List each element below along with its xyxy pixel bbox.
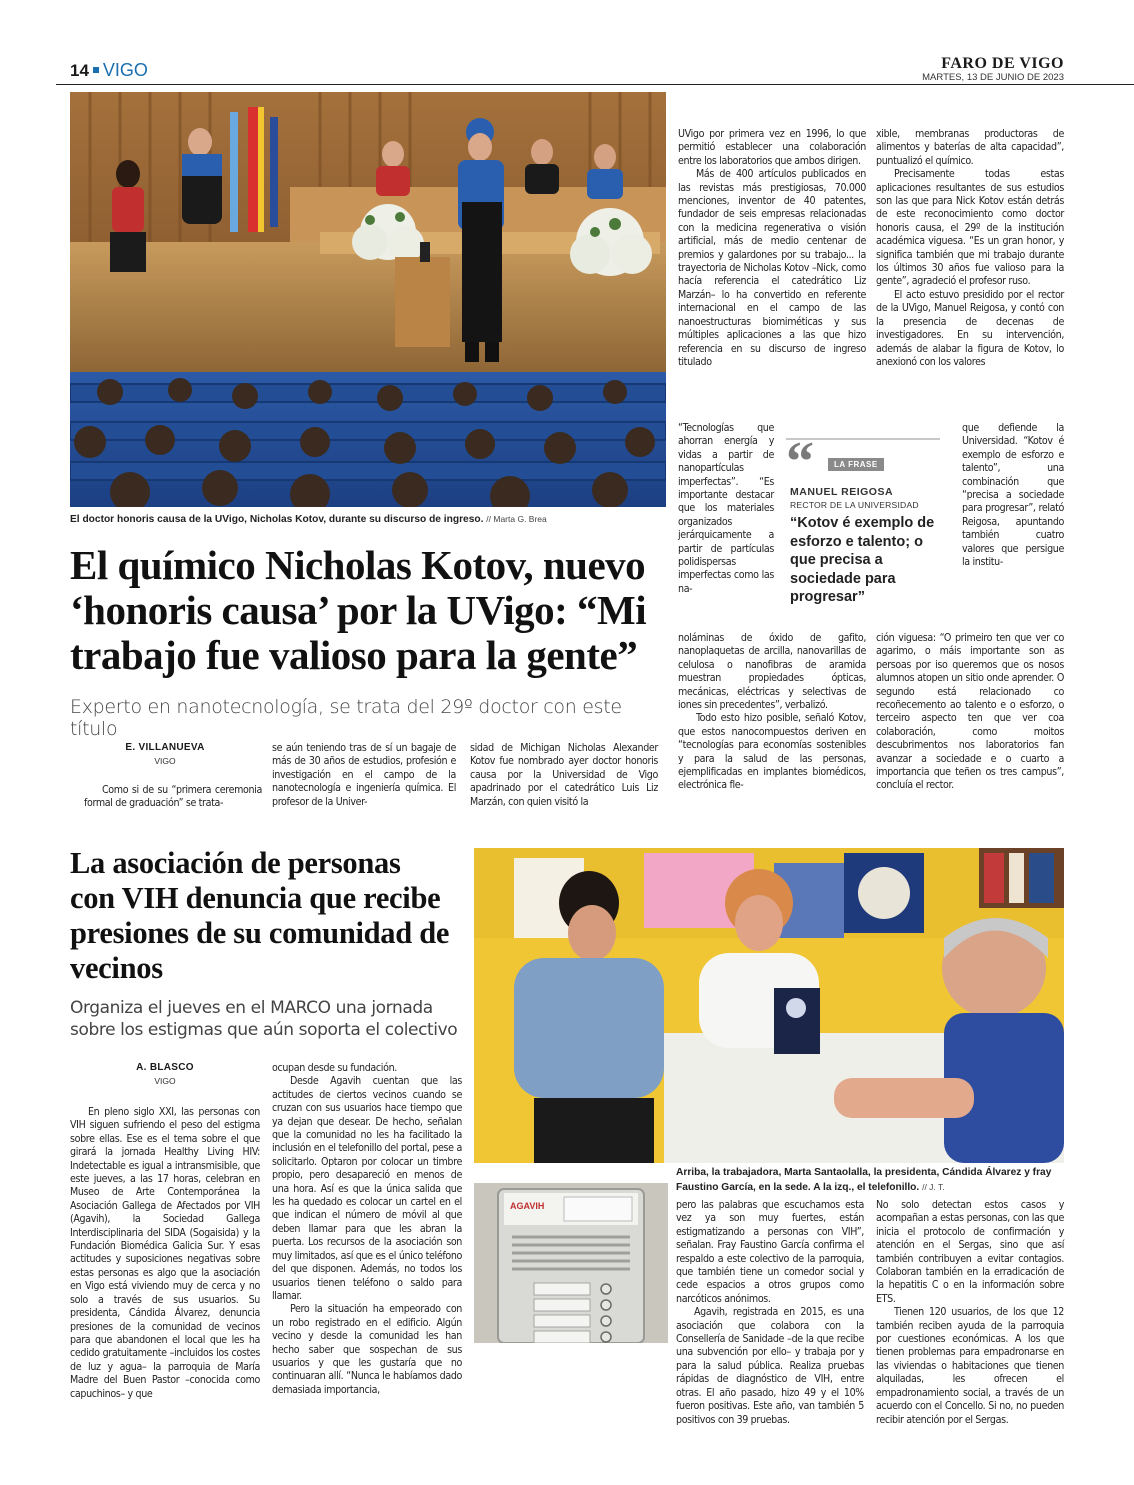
- article1-col5-narrow-text: que defiende la Universidad. “Kotov é exemplo de esforzo e talento”, una combinación que “precisa a sociedade para progresar”, relató Reigosa, apuntando también cuatro valores que persigue la institu-: [962, 422, 1064, 569]
- quote-name: MANUEL REIGOSA: [790, 486, 894, 498]
- quote-role: RECTOR DE LA UNIVERSIDAD: [790, 500, 919, 510]
- intercom-photo: [474, 1183, 668, 1343]
- caption2-text: Arriba, la trabajadora, Marta Santaolalla, la presidenta, Cándida Álvarez y fray Faustino García, en la sede. A la izq., el telefonillo.: [676, 1167, 1052, 1193]
- article1-col5: [876, 128, 1064, 369]
- folio-square-icon: [93, 67, 99, 73]
- photo-credit: // Marta G. Brea: [486, 514, 547, 524]
- ceremony-photo-caption: [70, 512, 670, 527]
- section-name: VIGO: [102, 60, 148, 80]
- article1-col2-text: se aún teniendo tras de sí un bagaje de más de 30 años de estudios, profesión e investigación en el campo de la nanotecnología e ingeniería química. El profesor de la Univer-: [272, 742, 456, 808]
- article2-col4-p1: No solo detectan estos casos y acompañan a estas personas, con las que inicia el protocolo de confirmación y atención en el Sergas, sino que así también contribuyen a evitar contagios. Colaboran también en la erradicación de la hepatitis C o en la información sobre ETS.: [876, 1199, 1064, 1305]
- article1-headline: El químico Nicholas Kotov, nuevo ‘honoris causa’ por la UVigo: “Mi trabajo fue valioso para la gente”: [70, 542, 647, 678]
- article1-col4-narrow: [678, 422, 774, 596]
- quote-text: “Kotov é exemplo de esforzo e talento; o que precisa a sociedade para progresar”: [790, 515, 935, 605]
- article2-byplace: VIGO: [154, 1076, 176, 1086]
- article1-col2: [272, 742, 456, 809]
- article1-byline-block: [70, 742, 260, 766]
- dateline: MARTES, 13 DE JUNIO DE 2023: [922, 72, 1064, 83]
- article2-col2-p2: Desde Agavih cuentan que las actitudes de ciertos vecinos cuando se cruzan con sus usuarios hace tiempo que ya dejan que desear. De hecho, señalan que la comunidad no les ha facilitado la inclusión en el telefonillo del portal, pese a solicitarlo. Optaron por colocar un timbre propio, pero desapareció en menos de una hora. Así es que la única salida que les ha quedado es colocar un cartel en el que indican el número de móvil al que deben llamar para que les abran la puerta. Los recursos de la asociación son muy limitados, así que es el único teléfono del que disponen. Además, no todos los usuarios tienen teléfono o saldo para llamar.: [272, 1075, 462, 1302]
- caption-text: El doctor honoris causa de la UVigo, Nicholas Kotov, durante su discurso de ingreso.: [70, 514, 484, 525]
- pull-quote: [786, 431, 940, 618]
- association-photo-image: [474, 848, 1064, 1163]
- article1-col5-narrow: [962, 422, 1064, 569]
- article1-col1: [84, 784, 262, 811]
- quote-label: LA FRASE: [828, 458, 884, 471]
- page-number: 14: [70, 61, 89, 80]
- article1-col5-p3: El acto estuvo presidido por el rector de la UVigo, Manuel Reigosa, y contó con la presencia de decenas de investigadores. En su intervención, además de alabar la figura de Kotov, lo anexionó con los valores: [876, 288, 1064, 368]
- article2-col1-text: En pleno siglo XXI, las personas con VIH siguen sufriendo el peso del estigma sobre ellas. Ese es el tema sobre el que girará la jornada Healthy Living HIV: Indetectable es igual a intransmisible, que este jueves, a las 17 horas, celebran en Museo de Arte Contemporánea la Asociación Gallega de Afectados por VIH (Agavih), la Sociedad Gallega Interdisciplinaria del SIDA (Sogaisida) y la Fundación Biomédica Galicia Sur. Y esas actitudes y suposiciones negativas sobre estas personas es algo que la asociación en Vigo está viviendo muy de cerca y no solo a través de sus usuarios. Su presidenta, Cándida Álvarez, denuncia presiones de la comunidad de vecinos para que abandonen el local que les ha cedido gratuitamente –incluidos los costes de luz y agua– la parroquia de María Madre del Buen Pastor –conocida como capuchinos– y que: [70, 1106, 260, 1400]
- article1-col4-narrow-text: “Tecnologías que ahorran energía y vidas a partir de nanopartículas imperfectas”. “Es importante destacar que los materiales organizados jerárquicamente a partir de partículas polidispersas imperfectas como las na-: [678, 422, 774, 595]
- article1-col4-p3: noláminas de óxido de gafito, nanoplaquetas de arcilla, nanovarillas de celulosa o nanofibras de aramida muestran propiedades ópticas, mecánicas, eléctricas y selectivas de iones sin precedentes”, verbalizó.: [678, 632, 866, 712]
- article2-byline: A. BLASCO: [136, 1062, 194, 1073]
- association-photo: [474, 848, 1064, 1163]
- header-rule: [56, 84, 1134, 85]
- page-folio: [70, 60, 148, 81]
- article1-col5-p2: Precisamente todas estas aplicaciones resultantes de sus estudios son las que para Nick Kotov están detrás de este reconocimiento como doctor honoris causa, el 29º de la institución académica viguesa. “Es un gran honor, y significa también que mi trabajo durante los últimos 30 años fue valioso para la gente”, agradeció el profesor ruso.: [876, 168, 1064, 288]
- article2-col1: [70, 1106, 260, 1401]
- article1-byline: E. VILLANUEVA: [125, 742, 205, 753]
- article1-col5-p1: xible, membranas productoras de alimentos y baterías de alta capacidad”, puntualizó el químico.: [876, 128, 1064, 167]
- intercom-sign-text: AGAVIH: [510, 1201, 545, 1211]
- ceremony-photo: [70, 92, 666, 507]
- article1-subhead: Experto en nanotecnología, se trata del 29º doctor con este título: [70, 696, 622, 740]
- article2-byline-block: [70, 1062, 260, 1086]
- article1-byplace: VIGO: [154, 756, 176, 766]
- article1-col4-p1: UVigo por primera vez en 1996, lo que permitió establecer una colaboración entre los laboratorios que ambos dirigen.: [678, 128, 866, 167]
- quote-mark-icon: “: [786, 431, 814, 493]
- article2-col4: [876, 1199, 1064, 1427]
- article1-col4-p4: Todo esto hizo posible, señaló Kotov, que estos nanocompuestos deriven en “tecnologías para economías sostenibles y para la salud de las personas, ejemplificadas en implantes biomédicos, electrónica fle-: [678, 712, 866, 792]
- masthead: FARO DE VIGO: [941, 55, 1064, 72]
- article2-subhead: Organiza el jueves en el MARCO una jornada sobre los estigmas que aún soporta el colectivo: [70, 998, 458, 1040]
- article1-col4-bottom: [678, 632, 866, 793]
- article2-headline: La asociación de personas con VIH denuncia que recibe presiones de su comunidad de vecinos: [70, 846, 450, 985]
- article2-col4-p2: Tienen 120 usuarios, de los que 12 también reciben ayuda de la parroquia por cuestiones económicas. A los que tienen problemas para empadronarse en las viviendas o habitaciones que tienen alquiladas, les ofrecen el empadronamiento social, a través de un acuerdo con el Concello. Si no, no pueden recibir atención por el Sergas.: [876, 1306, 1064, 1426]
- article1-col1-text: Como si de su “primera ceremonia formal de graduación” se trata-: [84, 784, 262, 810]
- association-photo-caption: [676, 1166, 1066, 1195]
- ceremony-photo-image: [70, 92, 666, 507]
- intercom-photo-image: [474, 1183, 668, 1343]
- article1-col3: [470, 742, 658, 809]
- article2-col3: [676, 1199, 864, 1427]
- article2-col2: [272, 1062, 462, 1397]
- article1-col5-p4: ción viguesa: “O primeiro ten que ver co agarimo, o máis importante son as persoas por iso queremos que os nosos alumnos atopen un sitio onde aprender. O segundo está relacionado co recoñecemento ao talento e o esforzo, o terceiro aspecto ten que ver coa colaboración, como moitos descubrimentos nos laboratorios fan avanzar a sociedade e o cuarto a importancia que teñen os tres campus”, concluía el rector.: [876, 632, 1064, 792]
- article1-col3-text: sidad de Michigan Nicholas Alexander Kotov fue nombrado ayer doctor honoris causa por la Universidad de Vigo apadrinado por el catedrático Luis Liz Marzán, con quien visitó la: [470, 742, 658, 808]
- article2-col2-p3: Pero la situación ha empeorado con un robo registrado en el edificio. Algún vecino y desde la comunidad les han hecho saber que sospechan de sus usuarios y que les gustaría que no continuaran allí. “Nunca le habíamos dado demasiada importancia,: [272, 1303, 462, 1396]
- article2-col2-p1: ocupan desde su fundación.: [272, 1062, 397, 1074]
- article2-col3-p2: Agavih, registrada en 2015, es una asociación que colabora con la Consellería de Sanidade –de la que recibe una subvención por ello– y trabaja por y para la salud pública. Realiza pruebas rápidas de diagnóstico de VIH, entre otras. El año pasado, hizo 49 y el 10% fueron positivas. Este año, van también 5 positivos con 39 pruebas.: [676, 1306, 864, 1426]
- article1-col4-p2: Más de 400 artículos publicados en las revistas más prestigiosas, 70.000 menciones, inventor de 40 patentes, fundador de seis empresas relacionadas con la medicina regenerativa o visión artificial, más de medio centenar de premios y galardones por su trabajo... la trayectoria de Nicholas Kotov –Nick, como hacía referencia el catedrático Liz Marzán– lo ha convertido en referente internacional en el campo de las nanoestructuras biomiméticas y sus múltiples aplicaciones a las que hizo referencia en su discurso de ingreso titulado: [678, 168, 866, 368]
- article1-col4: [678, 128, 866, 369]
- photo2-credit: // J. T.: [922, 1182, 945, 1192]
- article1-col5-bottom: [876, 632, 1064, 793]
- article2-col3-p1: pero las palabras que escuchamos esta vez ya son muy fuertes, están estigmatizando a personas con VIH”, señalan. Fray Faustino García confirma el respaldo a este colectivo de la parroquia, que también tiene un comedor social y cede espacios a otros grupos como narcóticos anónimos.: [676, 1199, 864, 1305]
